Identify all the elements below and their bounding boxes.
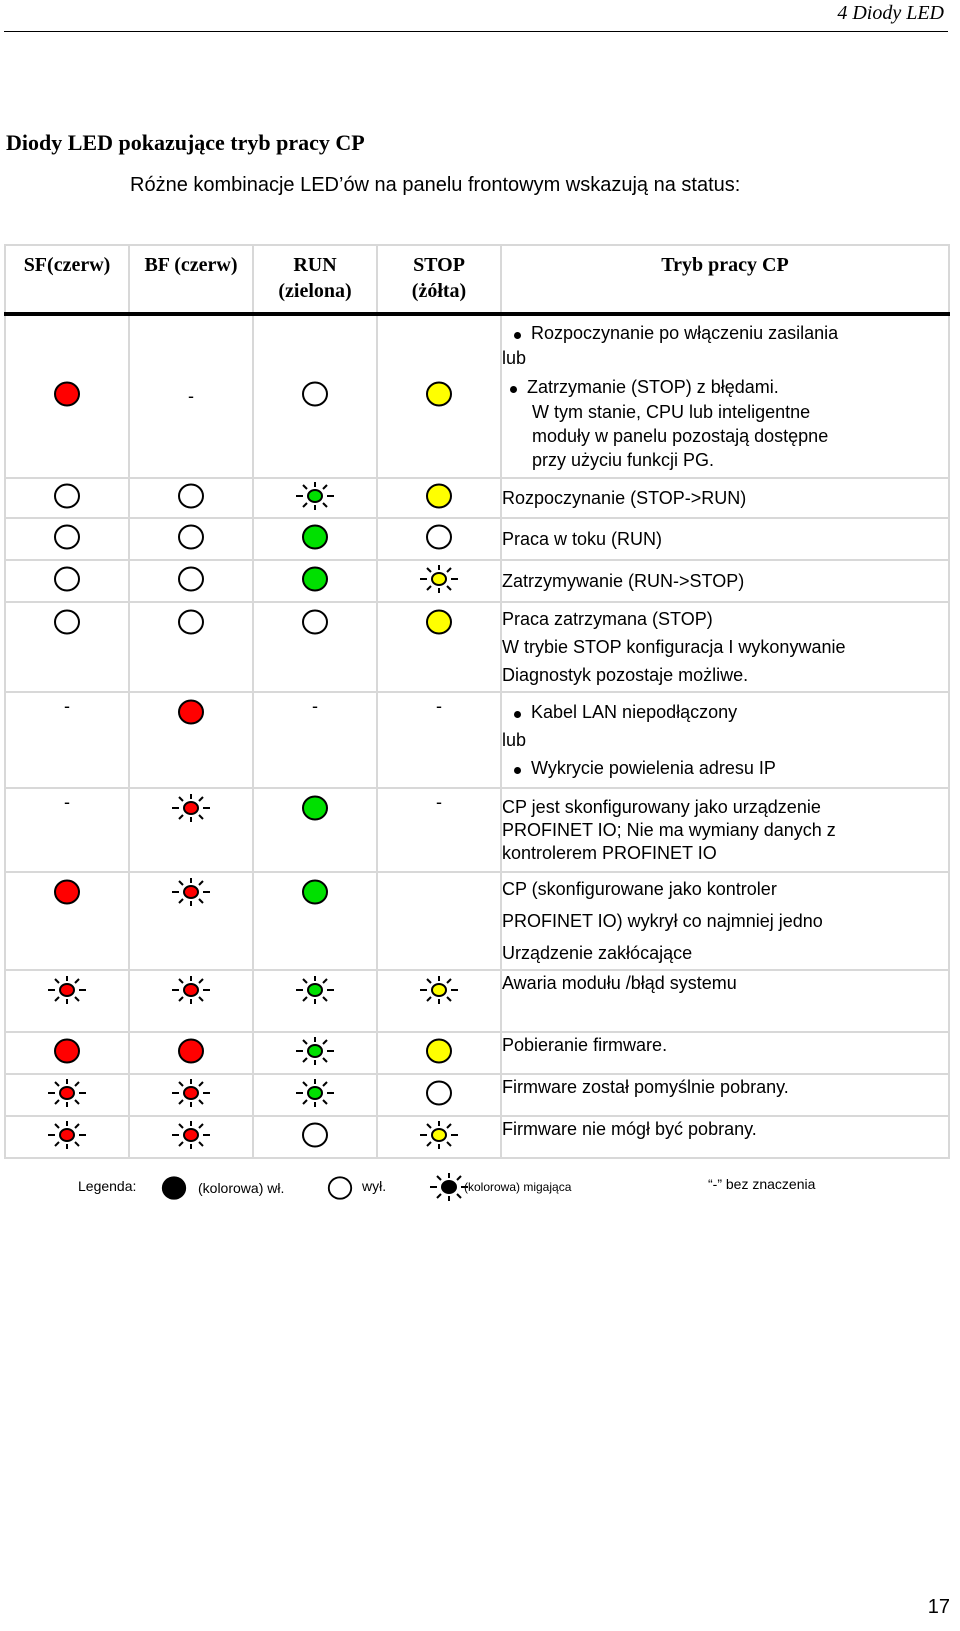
mode-description — [501, 788, 949, 872]
led-off-icon — [424, 522, 454, 557]
led-cell-bf — [129, 1116, 253, 1158]
led-cell-bf — [129, 314, 253, 478]
section-title: Diody LED pokazujące tryb pracy CP — [6, 130, 365, 155]
led-cell-stop — [377, 970, 501, 1032]
led-cell-sf — [5, 518, 129, 560]
led-cell-stop — [377, 1074, 501, 1116]
led-cell-sf — [5, 1074, 129, 1116]
mode-description — [501, 314, 949, 478]
green-led-on-icon — [300, 564, 330, 599]
mode-description — [501, 872, 949, 970]
led-cell-bf — [129, 1074, 253, 1116]
green-led-blinking-icon — [294, 975, 336, 1010]
table-row — [5, 1116, 949, 1158]
led-off-icon — [176, 481, 206, 516]
table-row — [5, 560, 949, 602]
led-cell-bf — [129, 560, 253, 602]
led-cell-run — [253, 314, 377, 478]
bullet-icon — [510, 386, 517, 393]
desc-text: Zatrzymanie (STOP) z błędami. — [527, 377, 779, 397]
red-led-blinking-icon — [170, 975, 212, 1010]
red-led-blinking-icon — [170, 793, 212, 828]
yellow-led-blinking-icon — [418, 564, 460, 599]
red-led-blinking-icon — [170, 1078, 212, 1113]
legend-off-text: wył. — [362, 1178, 387, 1194]
header-run-color: (zielona) — [278, 280, 352, 302]
desc-text: CP (skonfigurowane jako kontroler — [502, 879, 777, 899]
led-off-icon — [176, 607, 206, 642]
led-cell-sf — [5, 692, 129, 788]
table-row — [5, 872, 949, 970]
legend — [4, 1170, 948, 1206]
table-row — [5, 602, 949, 692]
desc-or: lub — [502, 348, 527, 368]
desc-text: Firmware został pomyślnie pobrany. — [502, 1077, 789, 1097]
table-row — [5, 518, 949, 560]
desc-text: Praca w toku (RUN) — [502, 528, 663, 549]
red-led-on-icon — [52, 1036, 82, 1071]
green-led-on-icon — [300, 877, 330, 912]
mode-description — [501, 478, 949, 518]
led-cell-stop — [377, 788, 501, 872]
bullet-icon — [514, 711, 521, 718]
header-stop-label: STOP — [413, 254, 465, 276]
chapter-title: 4 Diody LED — [837, 2, 944, 24]
led-off-icon — [176, 564, 206, 599]
table-header-row — [5, 245, 949, 314]
led-off-icon — [424, 1078, 454, 1113]
led-cell-run — [253, 692, 377, 788]
header-run-label: RUN — [293, 254, 337, 276]
led-cell-stop — [377, 1032, 501, 1074]
led-cell-stop — [377, 478, 501, 518]
led-cell-sf — [5, 478, 129, 518]
led-cell-run — [253, 1032, 377, 1074]
bullet-item — [502, 698, 948, 726]
led-cell-stop — [377, 872, 501, 970]
red-led-blinking-icon — [46, 1120, 88, 1155]
table-row — [5, 692, 949, 788]
led-cell-stop — [377, 560, 501, 602]
led-cell-run — [253, 872, 377, 970]
legend-on-icon — [160, 1174, 188, 1205]
intro-text: Różne kombinacje LED’ów na panelu frontowym wskazują na status: — [130, 174, 741, 196]
yellow-led-on-icon — [424, 1036, 454, 1071]
led-cell-sf — [5, 314, 129, 478]
legend-on-text: (kolorowa) wł. — [198, 1180, 285, 1196]
led-cell-stop — [377, 602, 501, 692]
mode-description — [501, 692, 949, 788]
desc-text: Awaria modułu /błąd systemu — [502, 973, 737, 993]
desc-text: Firmware nie mógł być pobrany. — [502, 1119, 757, 1139]
led-cell-sf — [5, 788, 129, 872]
led-cell-sf — [5, 1116, 129, 1158]
led-cell-run — [253, 970, 377, 1032]
desc-text: Kabel LAN niepodłączony — [531, 702, 738, 722]
led-cell-sf — [5, 1032, 129, 1074]
led-cell-stop — [377, 314, 501, 478]
green-led-blinking-icon — [294, 1078, 336, 1113]
red-led-blinking-icon — [46, 975, 88, 1010]
desc-text: Praca zatrzymana (STOP) — [502, 609, 713, 629]
yellow-led-on-icon — [424, 481, 454, 516]
green-led-blinking-icon — [294, 1036, 336, 1071]
dash-no-meaning: - — [64, 792, 70, 812]
header-bf-label: BF (czerw) — [144, 254, 238, 276]
desc-text: kontrolerem PROFINET IO — [502, 842, 717, 863]
led-off-icon — [52, 564, 82, 599]
table-row — [5, 314, 949, 478]
led-cell-run — [253, 1116, 377, 1158]
desc-text: Pobieranie firmware. — [502, 1035, 668, 1055]
header-mode — [501, 245, 949, 314]
led-off-icon — [52, 607, 82, 642]
header-sf-label: SF(czerw) — [23, 254, 111, 276]
header-stop-color: (żółta) — [411, 280, 467, 302]
mode-description — [501, 970, 949, 1032]
table-row — [5, 1074, 949, 1116]
led-cell-run — [253, 560, 377, 602]
led-cell-sf — [5, 560, 129, 602]
led-cell-bf — [129, 872, 253, 970]
yellow-led-on-icon — [424, 379, 454, 414]
green-led-on-icon — [300, 522, 330, 557]
led-cell-sf — [5, 970, 129, 1032]
bullet-item — [502, 754, 948, 782]
desc-text: PROFINET IO) wykrył co najmniej jedno — [502, 911, 823, 931]
header-stop — [377, 245, 501, 314]
header-rule — [4, 31, 948, 32]
header-bf — [129, 245, 253, 314]
led-cell-stop — [377, 692, 501, 788]
dash-no-meaning: - — [436, 792, 442, 812]
header-run — [253, 245, 377, 314]
led-cell-sf — [5, 872, 129, 970]
mode-description — [501, 518, 949, 560]
red-led-on-icon — [52, 877, 82, 912]
desc-text: przy użyciu funkcji PG. — [532, 450, 715, 470]
desc-text: Diagnostyk pozostaje możliwe. — [502, 665, 749, 685]
bullet-icon — [514, 332, 521, 339]
led-off-icon — [176, 522, 206, 557]
green-led-blinking-icon — [294, 481, 336, 516]
led-cell-bf — [129, 1032, 253, 1074]
dash-no-meaning: - — [312, 696, 318, 716]
led-cell-bf — [129, 692, 253, 788]
desc-text: Zatrzymywanie (RUN->STOP) — [502, 570, 745, 591]
led-status-table — [4, 244, 950, 1159]
yellow-led-blinking-icon — [418, 1120, 460, 1155]
led-cell-run — [253, 1074, 377, 1116]
led-cell-run — [253, 518, 377, 560]
dash-no-meaning: - — [188, 385, 194, 406]
led-cell-bf — [129, 518, 253, 560]
table-row — [5, 1032, 949, 1074]
led-cell-run — [253, 788, 377, 872]
dash-no-meaning: - — [64, 696, 70, 716]
legend-label: Legenda: — [78, 1178, 137, 1194]
desc-text: Rozpoczynanie (STOP->RUN) — [502, 487, 747, 508]
header-sf — [5, 245, 129, 314]
desc-or: lub — [502, 730, 527, 750]
desc-text: Wykrycie powielenia adresu IP — [531, 758, 776, 778]
yellow-led-blinking-icon — [418, 975, 460, 1010]
bullet-item — [502, 375, 948, 400]
legend-none-text: “-” bez znaczenia — [708, 1176, 816, 1192]
desc-text: PROFINET IO; Nie ma wymiany danych z — [502, 819, 836, 840]
legend-off-icon — [326, 1174, 354, 1205]
led-off-icon — [300, 379, 330, 414]
header-mode-label: Tryb pracy CP — [661, 254, 789, 276]
desc-text: Urządzenie zakłócające — [502, 943, 693, 963]
red-led-blinking-icon — [46, 1078, 88, 1113]
desc-text: Rozpoczynanie po włączeniu zasilania — [531, 323, 839, 343]
led-cell-bf — [129, 602, 253, 692]
mode-description — [501, 1074, 949, 1116]
led-off-icon — [52, 481, 82, 516]
red-led-on-icon — [52, 379, 82, 414]
red-led-on-icon — [176, 697, 206, 732]
led-cell-run — [253, 478, 377, 518]
led-cell-stop — [377, 1116, 501, 1158]
led-cell-run — [253, 602, 377, 692]
dash-no-meaning: - — [436, 696, 442, 716]
desc-text: W tym stanie, CPU lub inteligentne — [532, 402, 811, 422]
mode-description — [501, 602, 949, 692]
led-off-icon — [52, 522, 82, 557]
page-number: 17 — [927, 1596, 950, 1618]
mode-description — [501, 560, 949, 602]
red-led-blinking-icon — [170, 877, 212, 912]
desc-text: W trybie STOP konfiguracja I wykonywanie — [502, 637, 846, 657]
table-row — [5, 970, 949, 1032]
led-cell-sf — [5, 602, 129, 692]
led-off-icon — [300, 607, 330, 642]
bullet-item — [502, 321, 948, 346]
mode-description — [501, 1032, 949, 1074]
table-row — [5, 478, 949, 518]
legend-blink-text: (kolorowa) migająca — [464, 1180, 572, 1194]
red-led-blinking-icon — [170, 1120, 212, 1155]
mode-description — [501, 1116, 949, 1158]
bullet-icon — [514, 767, 521, 774]
red-led-on-icon — [176, 1036, 206, 1071]
yellow-led-on-icon — [424, 607, 454, 642]
led-cell-stop — [377, 518, 501, 560]
led-cell-bf — [129, 970, 253, 1032]
green-led-on-icon — [300, 793, 330, 828]
table-row — [5, 788, 949, 872]
led-cell-bf — [129, 788, 253, 872]
desc-text: moduły w panelu pozostają dostępne — [532, 426, 829, 446]
led-off-icon — [300, 1120, 330, 1155]
desc-text: CP jest skonfigurowany jako urządzenie — [502, 796, 821, 817]
led-cell-bf — [129, 478, 253, 518]
